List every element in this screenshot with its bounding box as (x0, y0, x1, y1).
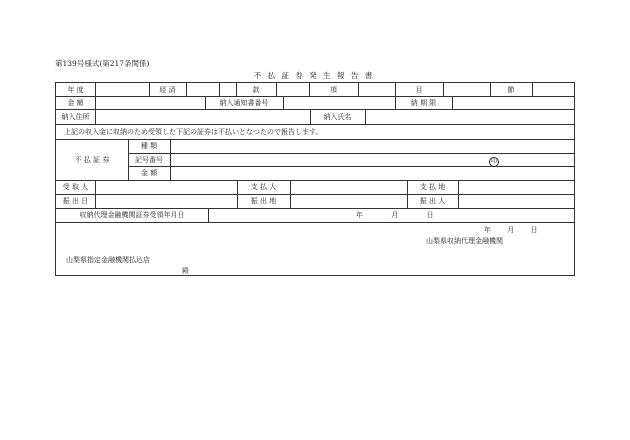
seal-mark: 印 (490, 158, 497, 165)
label-drawer: 振 出 人 (419, 197, 446, 205)
form-number: 第139号様式(第217条関係) (55, 59, 150, 68)
report-form-grid (55, 82, 575, 276)
receipt-date-text: 年 月 日 (356, 211, 434, 219)
notice-text: 上記の収入金に収納のため受領した下記の証券は不払いとなつたので報告します。 (64, 128, 323, 136)
label-dishonored-securities: 不 払 証 券 (74, 156, 110, 164)
label-kingaku: 金 額 (67, 99, 84, 107)
honorific-dono: 殿 (182, 267, 189, 275)
label-moku: 目 (415, 86, 423, 94)
label-setsu: 節 (507, 86, 515, 94)
label-receipt-date: 収納代理金融機関証券受領年月日 (79, 211, 185, 219)
label-payer-address: 納入住所 (61, 113, 90, 121)
addressee-bank: 山梨県指定金融機関払込店 (66, 256, 150, 264)
label-kou: 項 (330, 86, 337, 94)
label-nendo: 年 度 (67, 86, 84, 94)
label-pay-place: 支 払 地 (419, 183, 446, 191)
label-kan: 款 (252, 86, 260, 94)
form-title: 不 払 証 券 発 生 報 告 書 (226, 70, 402, 83)
label-code-number: 記号番号 (135, 156, 163, 164)
label-notice-number: 納入通知書番号 (219, 99, 269, 107)
label-recipient: 受 取 人 (62, 183, 89, 191)
label-issue-place: 振 出 地 (250, 197, 277, 205)
label-keizai: 経 済 (159, 86, 176, 94)
label-payer: 支 払 人 (250, 183, 277, 191)
label-issue-date: 振 出 日 (62, 197, 89, 205)
sender-institution: 山梨県収納代理金融機関 (426, 237, 503, 245)
label-deadline: 納 期 限 (410, 99, 437, 107)
label-payer-name: 納入氏名 (323, 113, 352, 121)
label-kind: 種 類 (140, 142, 158, 150)
footer-date: 年 月 日 (484, 226, 538, 234)
label-securities-amount: 金 額 (140, 169, 158, 177)
